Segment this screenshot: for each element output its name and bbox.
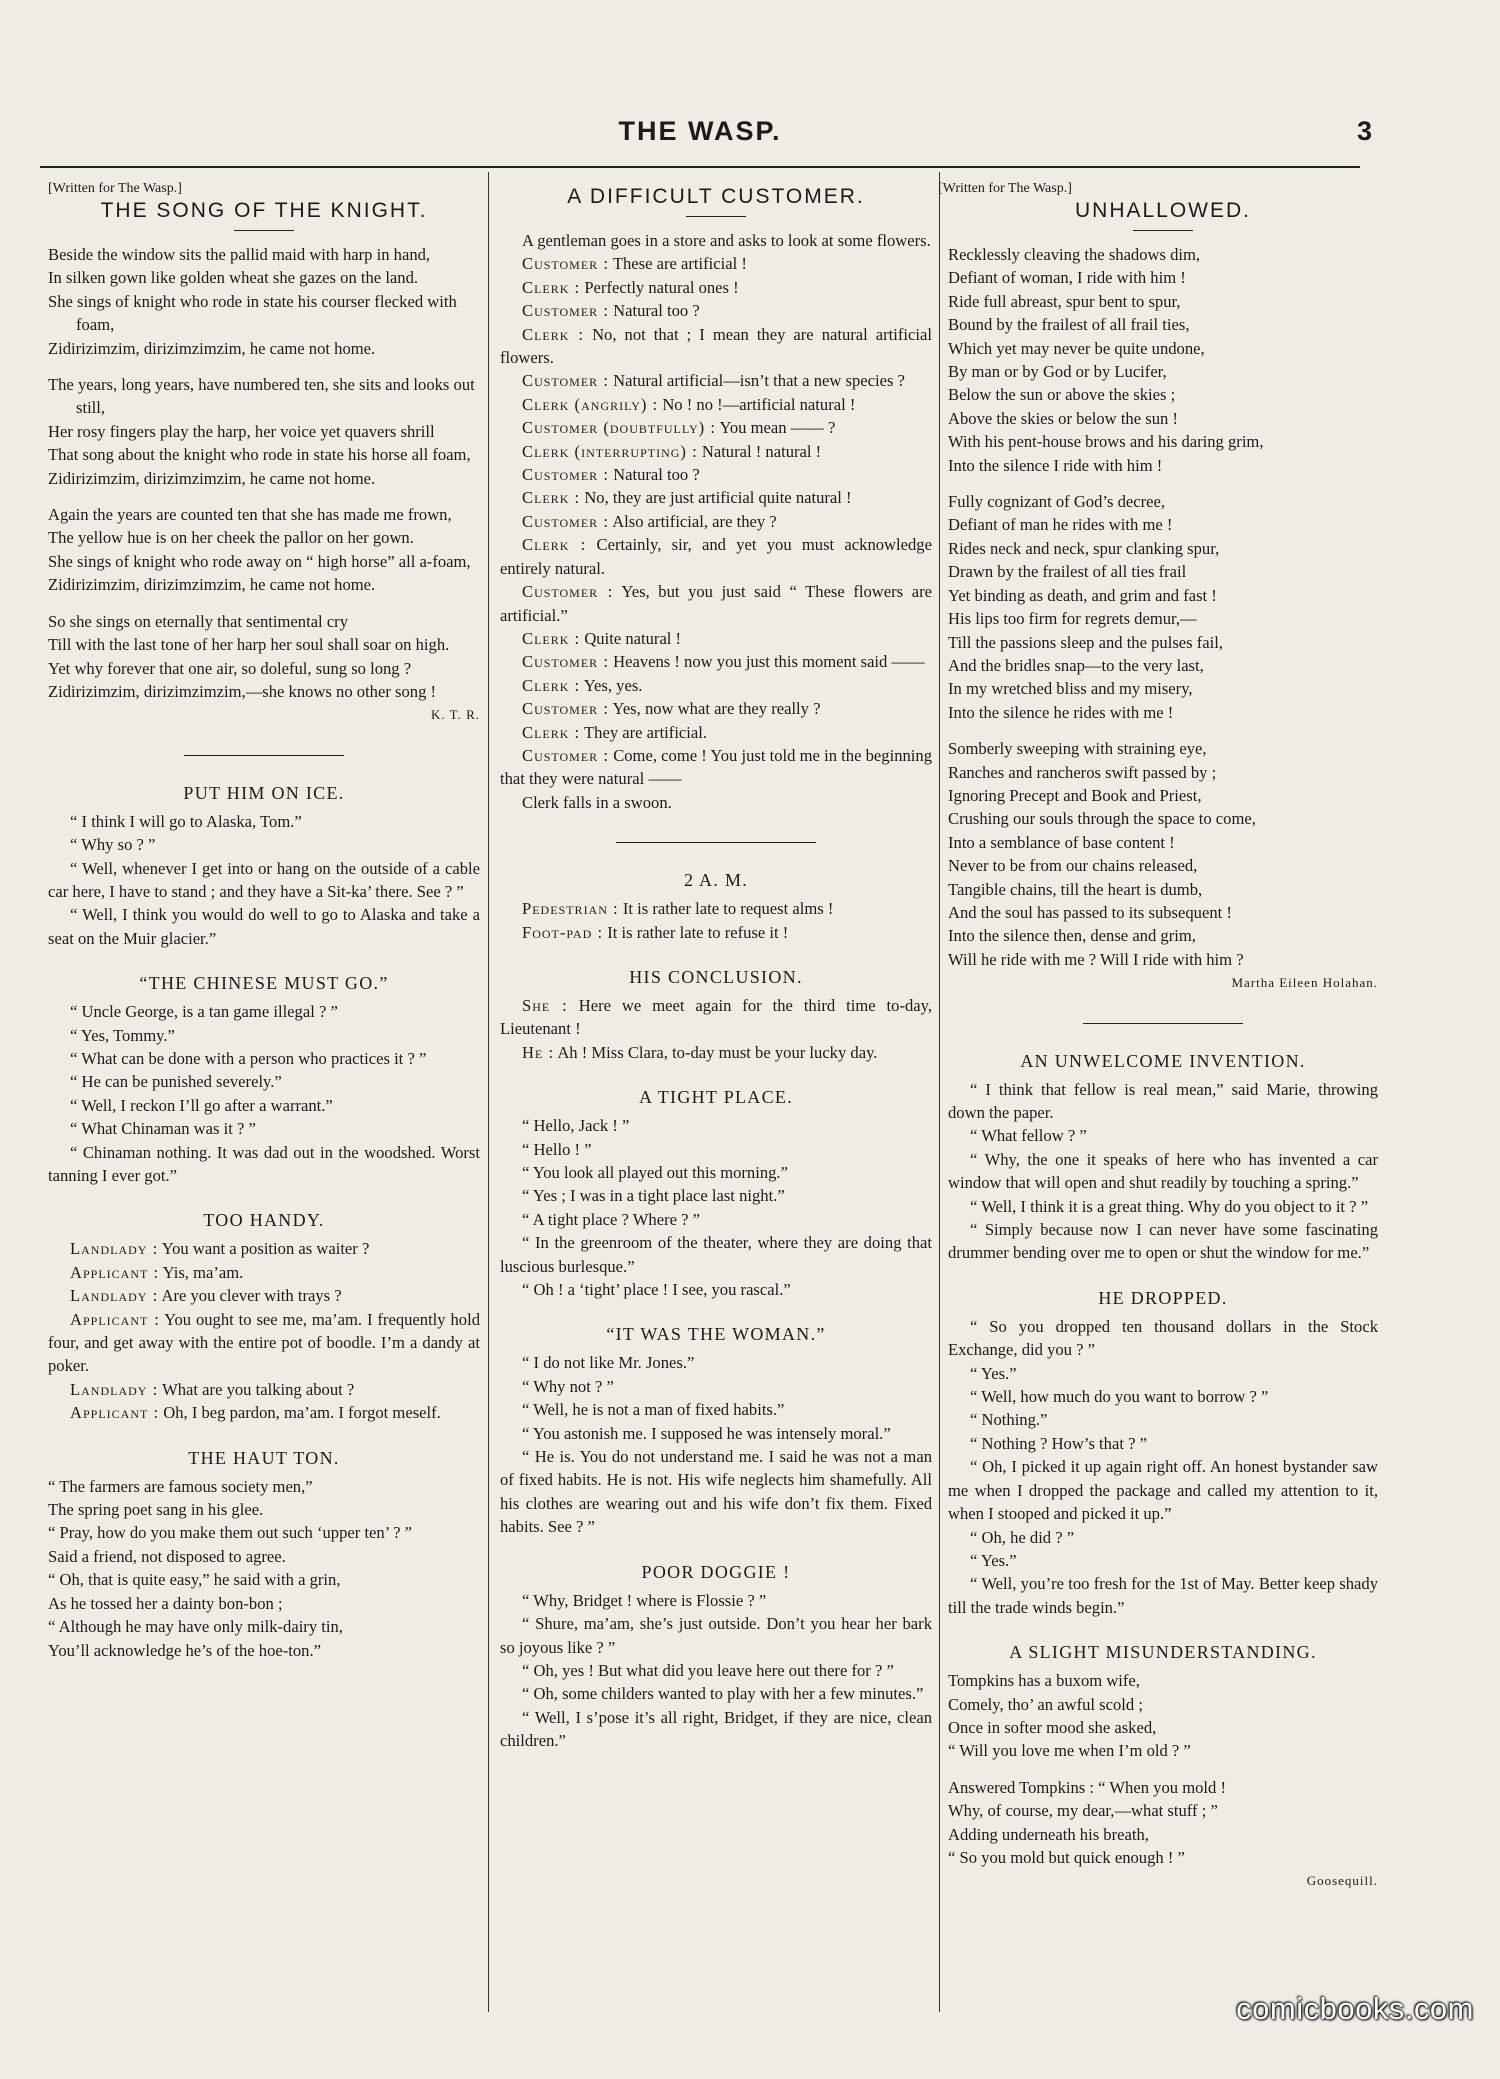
paragraph: “ You look all played out this morning.”: [522, 1163, 788, 1182]
paragraph: “ A tight place ? Where ? ”: [522, 1209, 700, 1229]
dialogue-line: [48, 1401, 480, 1424]
author-signature: Goosequill.: [1306, 1873, 1378, 1889]
verse-line: And the soul has passed to its subsequent !: [948, 902, 1232, 922]
article-handy: [48, 1237, 480, 1424]
article-title: THE SONG OF THE KNIGHT.: [100, 199, 428, 222]
verse-line: Again the years are counted ten that she has made me frown,: [48, 505, 452, 525]
verse-line: Zidirizimzim, dirizimzimzim, he came not home.: [48, 338, 376, 358]
dialogue-line: [500, 627, 932, 650]
speech: Certainly, sir, and yet you must acknowledge entirely natural.: [500, 535, 932, 578]
verse-line: Into a semblance of base content !: [948, 832, 1175, 852]
verse-line: The years, long years, have numbered ten, she sits and looks out still,: [48, 375, 475, 418]
paragraph: “ Well, he is not a man of fixed habits.”: [522, 1400, 785, 1420]
verse-line: Ride full abreast, spur bent to spur,: [948, 291, 1181, 311]
speech: Yis, ma’am.: [162, 1262, 244, 1282]
article-title: POOR DOGGIE !: [641, 1561, 791, 1582]
paragraph: “ Hello, Jack ! ”: [522, 1116, 630, 1136]
poem-haut-ton: [48, 1475, 480, 1662]
paragraph: “ You astonish me. I supposed he was intensely moral.”: [522, 1423, 891, 1443]
article-title: A DIFFICULT CUSTOMER.: [567, 185, 865, 208]
speech: It is rather late to request alms !: [622, 899, 834, 919]
speech: Are you clever with trays ?: [161, 1286, 342, 1306]
verse-line: Tompkins has a buxom wife,: [948, 1671, 1140, 1691]
speaker: Landlady :: [70, 1286, 159, 1306]
speech: Natural too ?: [613, 301, 700, 321]
paragraph: “ Why, the one it speaks of here who has invented a car window that will open and shut readily by touching a spring.”: [948, 1149, 1378, 1193]
verse-line: Answered Tompkins : “ When you mold !: [948, 1777, 1226, 1797]
speaker: Clerk :: [522, 628, 581, 648]
article-ice: [48, 810, 480, 950]
speech: Natural ! natural !: [701, 441, 822, 461]
dialogue-line: [48, 1284, 480, 1307]
paragraph: “ He can be punished severely.”: [70, 1072, 282, 1092]
paragraph: “ Yes.”: [970, 1363, 1017, 1383]
speaker: Applicant :: [70, 1262, 160, 1282]
speaker: She :: [522, 995, 568, 1015]
paragraph: “ Well, I reckon I’ll go after a warrant.”: [70, 1095, 333, 1115]
article-title: A TIGHT PLACE.: [638, 1087, 794, 1108]
paragraph: “ Well, I think it is a great thing. Why do you object to it ? ”: [970, 1196, 1369, 1216]
verse-line: His lips too firm for regrets demur,—: [948, 609, 1197, 629]
speaker: Clerk (angrily) :: [522, 394, 659, 414]
verse-line: Till with the last tone of her harp her soul shall soar on high.: [48, 635, 450, 655]
verse-line: And the bridles snap—to the very last,: [948, 655, 1204, 675]
paragraph: “ Nothing ? How’s that ? ”: [970, 1433, 1147, 1453]
speaker: Landlady :: [70, 1379, 159, 1399]
dialogue-line: [500, 674, 932, 697]
verse-line: Tangible chains, till the heart is dumb,: [948, 879, 1203, 899]
dialogue-line: [500, 510, 932, 533]
verse-line: “ Will you love me when I’m old ? ”: [948, 1741, 1191, 1761]
paragraph: “ Nothing.”: [970, 1410, 1048, 1430]
paragraph: “ Simply because now I can never have some fascinating drummer bending over me to open or shut the window for me.”: [948, 1220, 1378, 1263]
verse-line: She sings of knight who rode in state his courser flecked with foam,: [48, 291, 457, 335]
dialogue-line: [500, 323, 932, 370]
paragraph: “ I think that fellow is real mean,” said Marie, throwing down the paper.: [948, 1079, 1378, 1122]
speaker: Clerk :: [522, 324, 585, 344]
masthead: [40, 116, 1372, 152]
speaker: Customer :: [522, 511, 609, 531]
speech: Yes, yes.: [583, 675, 643, 695]
title-rule: [686, 216, 746, 217]
speech: What are you talking about ?: [162, 1379, 355, 1399]
speaker: Applicant :: [70, 1309, 160, 1329]
verse-line: With his pent-house brows and his daring grim,: [948, 432, 1264, 452]
paragraph: “ Oh, he did ? ”: [970, 1527, 1075, 1547]
speech: Yes, but you just said “ These flowers are artificial.”: [500, 582, 932, 625]
paragraph: “ Yes.”: [970, 1550, 1017, 1570]
speech: Quite natural !: [584, 628, 682, 648]
article-dropped: [948, 1315, 1378, 1619]
speaker: Clerk :: [522, 675, 581, 695]
paragraph: “ Uncle George, is a tan game illegal ? ”: [70, 1002, 338, 1022]
paragraph: “ What fellow ? ”: [970, 1126, 1087, 1146]
dialogue-line: [500, 393, 932, 416]
speech: You want a position as waiter ?: [161, 1239, 370, 1259]
verse-line: “ Although he may have only milk-dairy tin,: [48, 1617, 343, 1637]
verse-line: Zidirizimzim, dirizimzimzim, he came not home.: [48, 575, 376, 595]
verse-line: “ Oh, that is quite easy,” he said with a grin,: [48, 1570, 341, 1590]
article-title: THE HAUT TON.: [188, 1447, 340, 1468]
dialogue-line: [500, 650, 932, 673]
article-invention: [948, 1078, 1378, 1265]
dialogue-line: [500, 486, 932, 509]
paragraph: Clerk falls in a swoon.: [522, 792, 672, 812]
speaker: Foot-pad :: [522, 922, 604, 942]
dialogue-line: [48, 1308, 480, 1378]
paragraph: “ Well, you’re too fresh for the 1st of May. Better keep shady till the trade winds begin.”: [948, 1574, 1378, 1617]
byline-credit: [Written for The Wasp.]: [938, 181, 1072, 196]
verse-line: Said a friend, not disposed to agree.: [48, 1546, 286, 1566]
speech: Here we meet again for the third time to-day, Lieutenant !: [500, 995, 933, 1039]
verse-line: Her rosy fingers play the harp, her voice yet quavers shrill: [48, 421, 435, 441]
article-title: TOO HANDY.: [203, 1210, 325, 1231]
article-title: AN UNWELCOME INVENTION.: [1020, 1050, 1306, 1071]
verse-line: Bound by the frailest of all frail ties,: [948, 315, 1190, 335]
column-1: [48, 180, 480, 1662]
verse-line: Comely, tho’ an awful scold ;: [948, 1694, 1143, 1714]
verse-line: “ The farmers are famous society men,”: [48, 1476, 313, 1496]
article-title: “IT WAS THE WOMAN.”: [606, 1324, 826, 1345]
title-rule: [1133, 230, 1193, 231]
column-divider: [488, 172, 489, 2012]
dialogue-line: [500, 897, 932, 920]
dialogue-line: [500, 416, 932, 439]
dialogue-line: [500, 697, 932, 720]
paragraph: “ Well, I s’pose it’s all right, Bridget, if they are nice, clean children.”: [500, 1707, 932, 1751]
verse-line: Defiant of woman, I ride with him !: [948, 268, 1186, 288]
verse-line: Fully cognizant of God’s decree,: [948, 492, 1166, 512]
dialogue-line: [500, 440, 932, 463]
verse-line: Adding underneath his breath,: [948, 1824, 1149, 1844]
author-signature: K. T. R.: [430, 707, 480, 723]
speaker: Customer :: [522, 301, 609, 321]
speaker: Customer :: [522, 652, 609, 672]
verse-line: Below the sun or above the skies ;: [948, 385, 1176, 405]
article-title: “THE CHINESE MUST GO.”: [139, 973, 389, 994]
verse-line: Why, of course, my dear,—what stuff ; ”: [948, 1801, 1218, 1821]
paper-name: THE WASP.: [618, 116, 782, 146]
article-title: HE DROPPED.: [1098, 1287, 1228, 1308]
verse-line: Rides neck and neck, spur clanking spur,: [948, 538, 1220, 558]
verse-line: Ignoring Precept and Book and Priest,: [948, 785, 1202, 805]
speech: You mean —— ?: [719, 418, 836, 438]
dialogue-line: [500, 533, 932, 580]
speaker: Customer :: [522, 254, 609, 274]
column-2: [500, 180, 932, 1753]
dialogue-line: [500, 299, 932, 322]
speech: Natural too ?: [613, 465, 700, 485]
verse-line: Yet why forever that one air, so doleful, sung so long ?: [48, 658, 412, 678]
article-title: UNHALLOWED.: [1074, 199, 1252, 222]
verse-line: Till the passions sleep and the pulses fail,: [948, 632, 1224, 652]
speaker: Customer :: [522, 582, 614, 602]
byline-credit: [Written for The Wasp.]: [48, 181, 182, 196]
page-number: 3: [1356, 116, 1372, 146]
speech: You ought to see me, ma’am. I frequently hold four, and get away with the entire pot of boodle. I’m a dandy at poker.: [48, 1309, 480, 1376]
dialogue-line: [500, 252, 932, 275]
speaker: Clerk :: [522, 535, 587, 555]
paragraph: “ Oh, I picked it up again right off. An honest bystander saw me when I dropped the package and called my attention to it, when I stooped and picked it up.”: [948, 1457, 1378, 1524]
speaker: Customer :: [522, 699, 609, 719]
article-woman: [500, 1351, 932, 1538]
title-rule: [234, 230, 294, 231]
paragraph: “ Hello ! ”: [522, 1139, 592, 1159]
dialogue-line: [500, 994, 932, 1041]
speaker: Landlady :: [70, 1239, 159, 1259]
dialogue-line: [500, 744, 932, 791]
verse-line: Zidirizimzim, dirizimzimzim,—she knows no other song !: [48, 681, 437, 701]
paragraph: “ Why, Bridget ! where is Flossie ? ”: [522, 1590, 767, 1610]
speaker: Clerk :: [522, 488, 581, 508]
article-title: PUT HIM ON ICE.: [183, 782, 345, 803]
article-title: A SLIGHT MISUNDERSTANDING.: [1009, 1642, 1317, 1663]
paragraph: “ Yes ; I was in a tight place last night.”: [522, 1186, 785, 1206]
speech: It is rather late to refuse it !: [607, 922, 789, 942]
watermark-logo: comicbooks.com: [1236, 1991, 1474, 2026]
paragraph: “ Oh, yes ! But what did you leave here out there for ? ”: [522, 1660, 894, 1680]
verse-line: You’ll acknowledge he’s of the hoe-ton.”: [48, 1640, 321, 1660]
speaker: Customer :: [522, 465, 609, 485]
header-rule: [40, 166, 1360, 168]
column-3: [938, 180, 1378, 1893]
verse-line: Yet binding as death, and grim and fast !: [948, 585, 1217, 605]
verse-line: In silken gown like golden wheat she gazes on the land.: [48, 268, 419, 288]
paragraph: “ Oh ! a ‘tight’ place ! I see, you rascal.”: [522, 1280, 791, 1300]
verse-line: As he tossed her a dainty bon-bon ;: [48, 1593, 283, 1613]
dialogue-line: [500, 921, 932, 944]
dialogue-line: [500, 580, 932, 627]
speaker: Pedestrian :: [522, 899, 619, 919]
paragraph: “ Well, I think you would do well to go to Alaska and take a seat on the Muir glacier.”: [48, 905, 480, 948]
poem-misunderstanding: [948, 1669, 1378, 1869]
article-tight-place: [500, 1114, 932, 1301]
speaker: Customer :: [522, 371, 609, 391]
verse-line: Into the silence I ride with him !: [948, 455, 1163, 475]
verse-line: She sings of knight who rode away on “ high horse” all a-foam,: [48, 551, 471, 571]
verse-line: The yellow hue is on her cheek the pallor on her gown.: [48, 528, 414, 548]
verse-line: The spring poet sang in his glee.: [48, 1500, 264, 1520]
paragraph: “ Yes, Tommy.”: [70, 1025, 175, 1045]
paragraph: A gentleman goes in a store and asks to look at some flowers.: [522, 231, 931, 250]
speech: Perfectly natural ones !: [584, 277, 739, 297]
paragraph: “ I think I will go to Alaska, Tom.”: [70, 811, 302, 831]
verse-line: Above the skies or below the sun !: [948, 408, 1178, 428]
verse-line: Ranches and rancheros swift passed by ;: [948, 762, 1217, 782]
paragraph: “ I do not like Mr. Jones.”: [522, 1353, 695, 1373]
speaker: He :: [522, 1042, 555, 1062]
section-rule: [616, 842, 816, 843]
speaker: Customer :: [522, 745, 609, 765]
paragraph: “ What Chinaman was it ? ”: [70, 1119, 256, 1139]
column-divider: [939, 172, 940, 2012]
verse-line: Which yet may never be quite undone,: [948, 338, 1205, 358]
article-title: HIS CONCLUSION.: [629, 966, 803, 987]
dialogue-line: [48, 1378, 480, 1401]
paragraph: “ So you dropped ten thousand dollars in the Stock Exchange, did you ? ”: [948, 1316, 1378, 1360]
paragraph: “ Why not ? ”: [522, 1376, 614, 1396]
dialogue-line: [500, 1041, 932, 1064]
paragraph: “ Why so ? ”: [70, 835, 156, 855]
article-title: 2 A. M.: [683, 870, 749, 891]
speech: No ! no !—artificial natural !: [662, 394, 856, 414]
author-signature: Martha Eileen Holahan.: [1231, 975, 1378, 991]
dialogue-line: [48, 1261, 480, 1284]
verse-line: Defiant of man he rides with me !: [948, 515, 1173, 535]
speaker: Clerk :: [522, 277, 581, 297]
dialogue-line: [48, 1237, 480, 1260]
verse-line: Zidirizimzim, dirizimzimzim, he came not home.: [48, 468, 376, 488]
poem-unhallowed: [948, 243, 1378, 971]
paragraph: “ He is. You do not understand me. I said he was not a man of fixed habits. He is not. His wife neglects him shamefully. All his clothes are wearing out and his wife don’t fix them. Fixed habits. See ? ”: [500, 1447, 932, 1537]
speech: They are artificial.: [584, 722, 708, 742]
poem-knight: [48, 243, 480, 703]
section-rule: [1083, 1023, 1243, 1024]
speech: Come, come ! You just told me in the beginning that they were natural ——: [500, 745, 932, 789]
verse-line: Beside the window sits the pallid maid with harp in hand,: [48, 245, 431, 264]
verse-line: “ Pray, how do you make them out such ‘upper ten’ ? ”: [48, 1523, 413, 1543]
article-doggie: [500, 1589, 932, 1753]
speech: Ah ! Miss Clara, to-day must be your lucky day.: [557, 1042, 878, 1062]
speaker: Clerk :: [522, 722, 581, 742]
speech: Yes, now what are they really ?: [612, 699, 821, 719]
section-rule: [184, 755, 344, 756]
verse-line: Will he ride with me ? Will I ride with him ?: [948, 949, 1244, 969]
dialogue-line: [500, 463, 932, 486]
paragraph: “ What can be done with a person who practices it ? ”: [70, 1048, 427, 1068]
paragraph: “ Oh, some childers wanted to play with her a few minutes.”: [522, 1684, 924, 1704]
verse-line: Never to be from our chains released,: [948, 856, 1198, 876]
paragraph: “ Well, whenever I get into or hang on the outside of a cable car here, I have to stand ; and they have a Sit-ka’ there. See ? ”: [48, 858, 480, 901]
paragraph: “ In the greenroom of the theater, where they are doing that luscious burlesque.”: [500, 1233, 932, 1276]
speech: No, they are just artificial quite natural !: [584, 488, 852, 508]
verse-line: That song about the knight who rode in state his horse all foam,: [48, 445, 471, 465]
paragraph: “ Well, how much do you want to borrow ? ”: [970, 1387, 1269, 1407]
article-conclusion: [500, 994, 932, 1064]
speech: These are artificial !: [612, 254, 747, 274]
speech: Natural artificial—isn’t that a new species ?: [613, 371, 905, 391]
verse-line: Drawn by the frailest of all ties frail: [948, 562, 1187, 582]
speech: Also artificial, are they ?: [612, 511, 777, 531]
article-chinese: [48, 1000, 480, 1187]
speaker: Customer (doubtfully) :: [522, 418, 716, 438]
article-two-am: [500, 897, 932, 944]
dialogue-line: [500, 276, 932, 299]
verse-line: Recklessly cleaving the shadows dim,: [948, 245, 1201, 264]
verse-line: “ So you mold but quick enough ! ”: [948, 1847, 1185, 1867]
article-customer: [500, 229, 932, 814]
dialogue-line: [500, 721, 932, 744]
verse-line: Into the silence he rides with me !: [948, 702, 1174, 722]
verse-line: Crushing our souls through the space to come,: [948, 809, 1256, 829]
verse-line: Somberly sweeping with straining eye,: [948, 739, 1207, 759]
speech: No, not that ; I mean they are natural artificial flowers.: [500, 324, 932, 368]
speaker: Clerk (interrupting) :: [522, 441, 698, 461]
verse-line: So she sings on eternally that sentimental cry: [48, 611, 349, 631]
verse-line: By man or by God or by Lucifer,: [948, 362, 1167, 382]
verse-line: Into the silence then, dense and grim,: [948, 926, 1196, 946]
speech: Heavens ! now you just this moment said ——: [613, 652, 925, 672]
dialogue-line: [500, 369, 932, 392]
speaker: Applicant :: [70, 1403, 160, 1423]
paragraph: “ Shure, ma’am, she’s just outside. Don’t you hear her bark so joyous like ? ”: [500, 1614, 932, 1657]
paragraph: “ Chinaman nothing. It was dad out in the woodshed. Worst tanning I ever got.”: [48, 1142, 480, 1185]
verse-line: Once in softer mood she asked,: [948, 1717, 1157, 1737]
verse-line: In my wretched bliss and my misery,: [948, 679, 1193, 699]
speech: Oh, I beg pardon, ma’am. I forgot meself.: [163, 1403, 441, 1423]
